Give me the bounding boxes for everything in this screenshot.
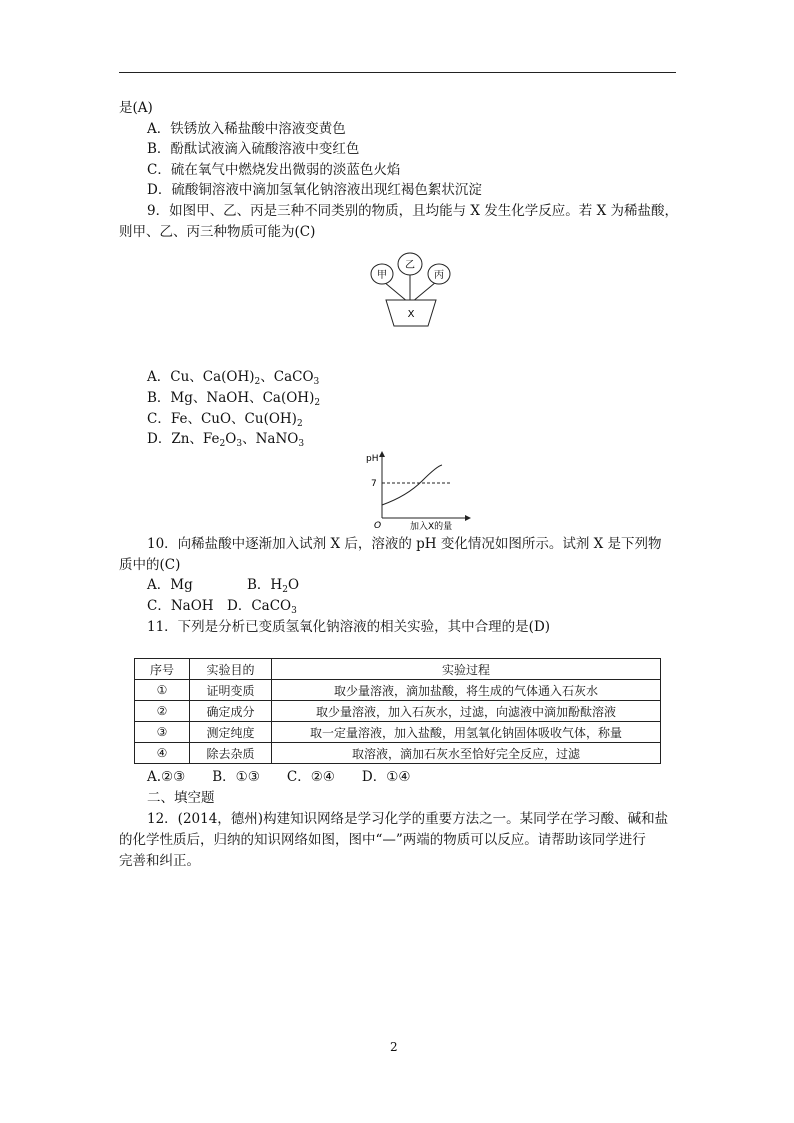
table-row [135,701,661,722]
q8-stem-tail: 是(A) [119,100,153,116]
q9-label-yi: 乙 [405,260,415,271]
q10-origin: O [374,521,382,531]
table-row [135,722,661,743]
table-row [135,680,661,701]
q8-option-d: D．硫酸铜溶液中滴加氢氧化钠溶液出现红褐色絮状沉淀 [147,182,482,198]
q8-option-a: A．铁锈放入稀盐酸中溶液变黄色 [147,121,346,137]
q10-option-a: A．Mg [147,577,193,593]
q12-line1: 12．(2014，德州)构建知识网络是学习化学的重要方法之一。某同学在学习酸、碱和盐 [147,811,669,827]
table-cell: 证明变质 [190,680,272,701]
q9-option-a: A．Cu、$Ca(OH)_2$、CaCO$_3$ [147,369,320,387]
q10-stem-line2: 质中的(C) [119,557,181,573]
table-cell: ④ [135,743,190,764]
q10-y-mark: 7 [371,479,377,489]
q8-option-b: B．酚酞试液滴入硫酸溶液中变红色 [147,141,360,157]
q9-stem-line1: 9．如图甲、乙、丙是三种不同类别的物质，且均能与 X 发生化学反应。若 X 为稀盐酸， [147,203,678,219]
table-header-cell: 序号 [135,659,190,680]
q12-line3: 完善和纠正。 [119,853,200,869]
table-cell: 除去杂质 [190,743,272,764]
table-cell: 确定成分 [190,701,272,722]
table-header-cell: 实验过程 [272,659,661,680]
table-cell: ③ [135,722,190,743]
q10-x-axis-label: 加入X的量 [410,522,453,532]
table-row [135,743,661,764]
table-cell: ② [135,701,190,722]
q9-label-x: X [407,309,415,320]
q10-y-axis-label: pH [366,454,379,464]
table-header-cell: 实验目的 [190,659,272,680]
q9-label-jia: 甲 [377,270,387,281]
table-cell: 取一定量溶液，加入盐酸，用氢氧化钠固体吸收气体，称量 [272,722,661,743]
table-cell: 测定纯度 [190,722,272,743]
q9-label-bing: 丙 [434,270,444,281]
section-fill-in-title: 二、填空题 [147,790,215,806]
table-cell: ① [135,680,190,701]
table-cell: 取少量溶液，加入石灰水，过滤，向滤液中滴加酚酞溶液 [272,701,661,722]
q12-line2: 的化学性质后，归纳的知识网络如图，图中“—”两端的物质可以反应。请帮助该同学进行 [119,832,646,848]
q10-option-cd: C．NaOH D．CaCO$_3$ [147,598,297,616]
q11-experiment-table [134,658,661,764]
q10-stem-line1: 10．向稀盐酸中逐渐加入试剂 X 后，溶液的 pH 变化情况如图所示。试剂 X 是下列物 [147,536,662,552]
q9-option-c: C．Fe、CuO、$Cu(OH)_2$ [147,411,303,429]
q8-option-c: C．硫在氧气中燃烧发出微弱的淡蓝色火焰 [147,162,401,178]
page-number: 2 [390,1040,398,1054]
q11-options: A.②③ B．①③ C．②④ D．①④ [147,769,411,785]
q10-ph-curve [382,465,442,505]
q10-ph-graph [362,448,472,533]
table-cell: 取溶液，滴加石灰水至恰好完全反应，过滤 [272,743,661,764]
q9-stem-line2: 则甲、乙、丙三种物质可能为(C) [119,224,316,240]
table-cell: 取少量溶液，滴加盐酸，将生成的气体通入石灰水 [272,680,661,701]
q9-option-b: B．Mg、NaOH、$Ca(OH)_2$ [147,390,321,408]
q9-option-d: D．Zn、$Fe_2O_3$、NaNO$_3$ [147,431,305,449]
q9-flower-diagram [360,250,460,330]
q11-stem: 11．下列是分析已变质氢氧化钠溶液的相关实验，其中合理的是(D) [147,619,551,635]
q10-option-b: B．$H_2O$ [247,577,300,595]
table-header-row [135,659,661,680]
header-rule [119,72,676,73]
